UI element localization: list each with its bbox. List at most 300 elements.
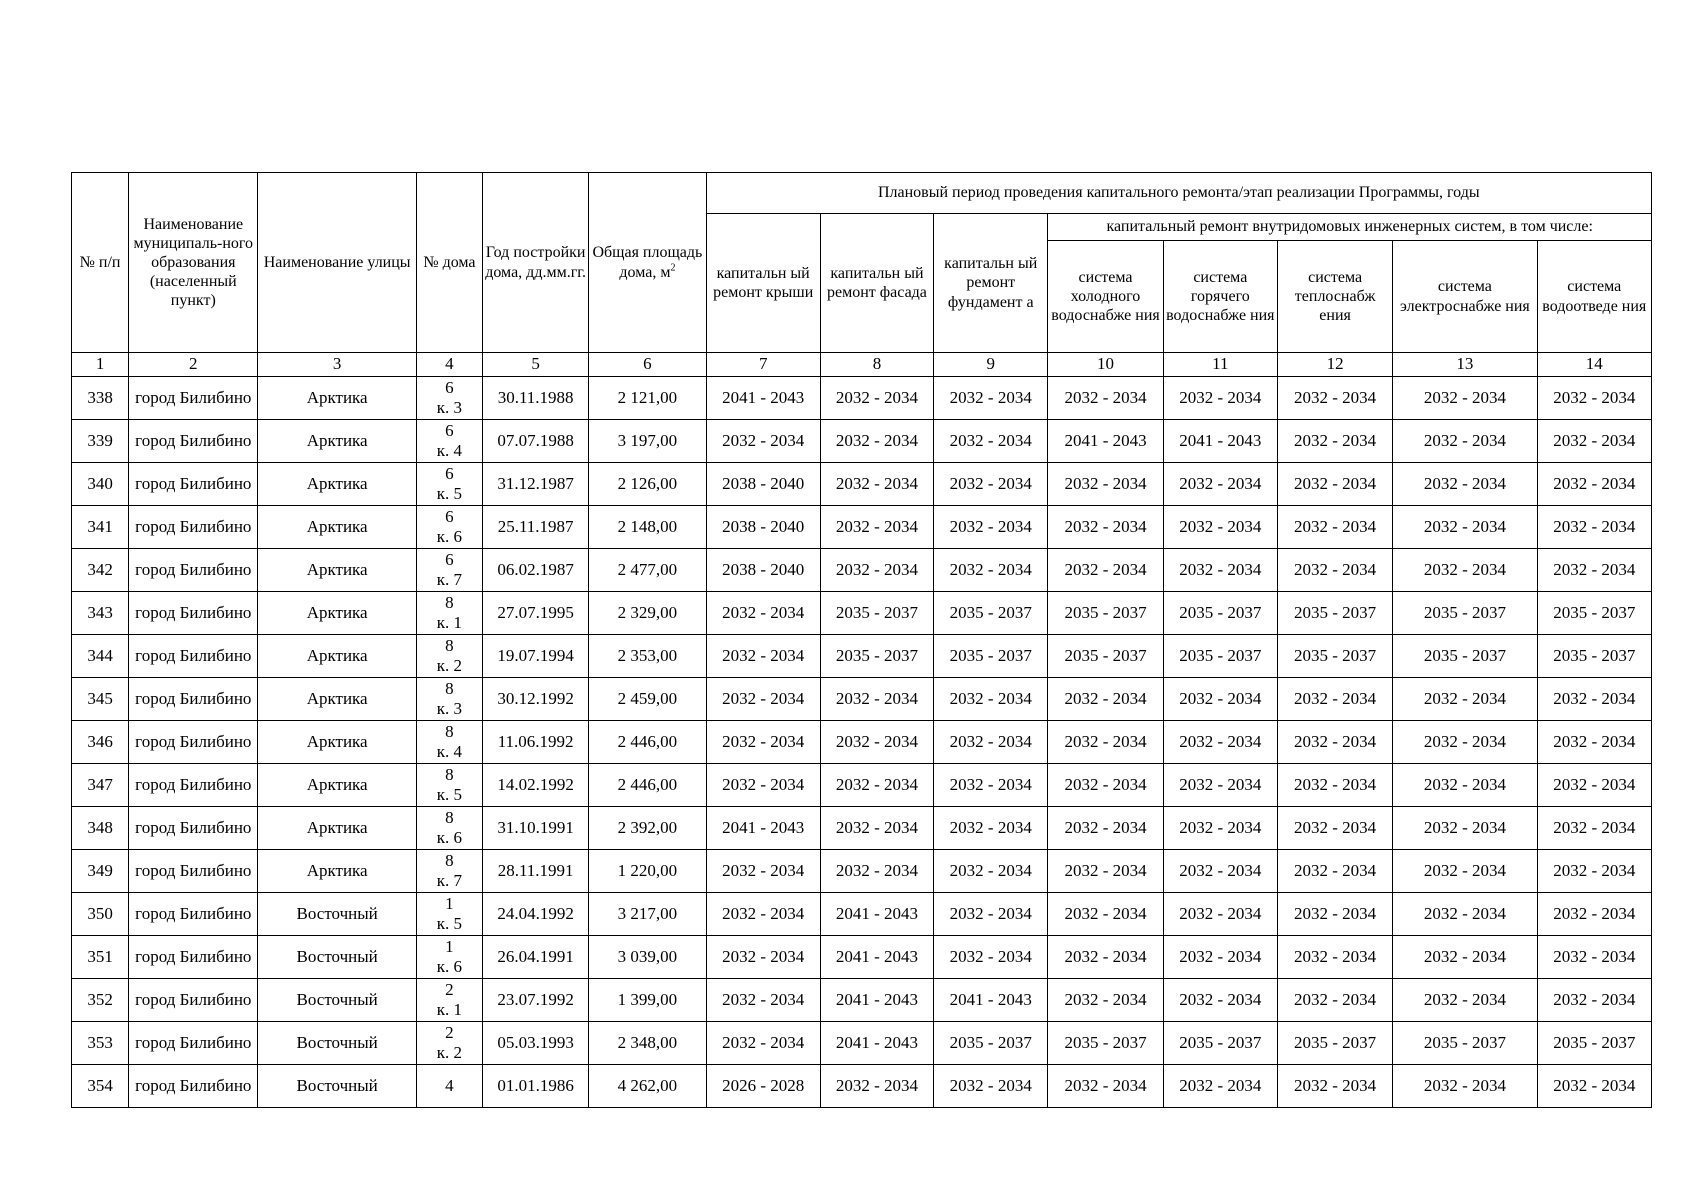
cold-water-cell: 2032 - 2034	[1048, 764, 1163, 807]
facade-cell: 2041 - 2043	[820, 979, 933, 1022]
municipality-cell: город Билибино	[129, 979, 258, 1022]
facade-cell: 2032 - 2034	[820, 764, 933, 807]
electric-cell: 2032 - 2034	[1393, 979, 1537, 1022]
build-date-cell: 31.10.1991	[483, 807, 589, 850]
house-cell	[416, 592, 482, 635]
row-number-cell: 352	[72, 979, 129, 1022]
municipality-cell: город Билибино	[129, 420, 258, 463]
facade-cell: 2032 - 2034	[820, 678, 933, 721]
column-number: 7	[706, 353, 820, 377]
house-number: 8	[445, 678, 454, 698]
cold-water-cell: 2032 - 2034	[1048, 506, 1163, 549]
cold-water-cell: 2035 - 2037	[1048, 1022, 1163, 1065]
street-cell: Арктика	[258, 764, 416, 807]
column-number: 9	[934, 353, 1048, 377]
roof-cell: 2038 - 2040	[706, 506, 820, 549]
municipality-cell: город Билибино	[129, 506, 258, 549]
table-row	[72, 850, 1652, 893]
roof-cell: 2038 - 2040	[706, 463, 820, 506]
house-cell	[416, 678, 482, 721]
municipality-cell: город Билибино	[129, 893, 258, 936]
facade-cell: 2032 - 2034	[820, 420, 933, 463]
house-korpus: к. 5	[436, 785, 463, 804]
area-cell: 2 329,00	[589, 592, 706, 635]
hot-water-cell: 2032 - 2034	[1163, 377, 1277, 420]
area-cell: 2 148,00	[589, 506, 706, 549]
header-facade: капитальн ый ремонт фасада	[820, 214, 933, 353]
table-row	[72, 635, 1652, 678]
sewage-cell: 2035 - 2037	[1537, 635, 1651, 678]
cold-water-cell: 2032 - 2034	[1048, 979, 1163, 1022]
heating-cell: 2032 - 2034	[1277, 678, 1392, 721]
build-date-cell: 26.04.1991	[483, 936, 589, 979]
sewage-cell: 2032 - 2034	[1537, 764, 1651, 807]
column-number: 12	[1277, 353, 1392, 377]
facade-cell: 2032 - 2034	[820, 377, 933, 420]
house-korpus: к. 6	[436, 527, 463, 546]
electric-cell: 2035 - 2037	[1393, 635, 1537, 678]
house-cell	[416, 635, 482, 678]
header-electric: система электроснабже ния	[1393, 241, 1537, 353]
municipality-cell: город Билибино	[129, 592, 258, 635]
house-cell	[416, 807, 482, 850]
facade-cell: 2032 - 2034	[820, 549, 933, 592]
hot-water-cell: 2032 - 2034	[1163, 463, 1277, 506]
street-cell: Арктика	[258, 678, 416, 721]
municipality-cell: город Билибино	[129, 721, 258, 764]
house-cell	[416, 1022, 482, 1065]
area-cell: 2 477,00	[589, 549, 706, 592]
column-number: 3	[258, 353, 416, 377]
hot-water-cell: 2035 - 2037	[1163, 1022, 1277, 1065]
hot-water-cell: 2032 - 2034	[1163, 893, 1277, 936]
build-date-cell: 05.03.1993	[483, 1022, 589, 1065]
house-number: 2	[445, 979, 454, 999]
house-cell	[416, 721, 482, 764]
foundation-cell: 2032 - 2034	[934, 506, 1048, 549]
house-number: 1	[445, 893, 454, 913]
row-number-cell: 344	[72, 635, 129, 678]
house-korpus: к. 2	[436, 1043, 463, 1062]
house-cell	[416, 764, 482, 807]
header-house: № дома	[416, 173, 482, 353]
street-cell: Арктика	[258, 635, 416, 678]
build-date-cell: 31.12.1987	[483, 463, 589, 506]
house-number: 6	[445, 506, 454, 526]
foundation-cell: 2032 - 2034	[934, 549, 1048, 592]
table-row	[72, 936, 1652, 979]
table-row	[72, 678, 1652, 721]
municipality-cell: город Билибино	[129, 635, 258, 678]
cold-water-cell: 2032 - 2034	[1048, 1065, 1163, 1108]
cold-water-cell: 2032 - 2034	[1048, 936, 1163, 979]
house-korpus: к. 3	[436, 398, 463, 417]
table-row	[72, 721, 1652, 764]
row-number-cell: 354	[72, 1065, 129, 1108]
header-area-text: Общая площадь дома, м	[592, 244, 703, 281]
sewage-cell: 2032 - 2034	[1537, 420, 1651, 463]
cold-water-cell: 2041 - 2043	[1048, 420, 1163, 463]
house-cell	[416, 549, 482, 592]
street-cell: Арктика	[258, 377, 416, 420]
house-korpus: к. 1	[436, 1000, 463, 1019]
house-number: 1	[445, 936, 454, 956]
build-date-cell: 30.11.1988	[483, 377, 589, 420]
house-cell	[416, 893, 482, 936]
column-number-row	[72, 353, 1652, 377]
hot-water-cell: 2041 - 2043	[1163, 420, 1277, 463]
build-date-cell: 06.02.1987	[483, 549, 589, 592]
municipality-cell: город Билибино	[129, 678, 258, 721]
sewage-cell: 2032 - 2034	[1537, 721, 1651, 764]
heating-cell: 2032 - 2034	[1277, 850, 1392, 893]
build-date-cell: 28.11.1991	[483, 850, 589, 893]
header-engineering-systems: капитальный ремонт внутридомовых инженерных систем, в том числе:	[1048, 214, 1652, 241]
build-date-cell: 01.01.1986	[483, 1065, 589, 1108]
hot-water-cell: 2035 - 2037	[1163, 592, 1277, 635]
column-number: 1	[72, 353, 129, 377]
heating-cell: 2032 - 2034	[1277, 979, 1392, 1022]
electric-cell: 2032 - 2034	[1393, 893, 1537, 936]
electric-cell: 2035 - 2037	[1393, 1022, 1537, 1065]
roof-cell: 2032 - 2034	[706, 592, 820, 635]
roof-cell: 2032 - 2034	[706, 1022, 820, 1065]
foundation-cell: 2041 - 2043	[934, 979, 1048, 1022]
facade-cell: 2041 - 2043	[820, 1022, 933, 1065]
build-date-cell: 30.12.1992	[483, 678, 589, 721]
electric-cell: 2032 - 2034	[1393, 850, 1537, 893]
street-cell: Восточный	[258, 936, 416, 979]
header-area-sup: 2	[670, 262, 676, 274]
sewage-cell: 2032 - 2034	[1537, 463, 1651, 506]
row-number-cell: 349	[72, 850, 129, 893]
foundation-cell: 2035 - 2037	[934, 635, 1048, 678]
column-number: 14	[1537, 353, 1651, 377]
row-number-cell: 347	[72, 764, 129, 807]
house-cell	[416, 463, 482, 506]
hot-water-cell: 2032 - 2034	[1163, 549, 1277, 592]
municipality-cell: город Билибино	[129, 1022, 258, 1065]
cold-water-cell: 2032 - 2034	[1048, 807, 1163, 850]
municipality-cell: город Билибино	[129, 377, 258, 420]
facade-cell: 2035 - 2037	[820, 635, 933, 678]
foundation-cell: 2032 - 2034	[934, 420, 1048, 463]
sewage-cell: 2032 - 2034	[1537, 1065, 1651, 1108]
foundation-cell: 2032 - 2034	[934, 807, 1048, 850]
header-municipality: Наименование муниципаль-ного образования (населенный пункт)	[129, 173, 258, 353]
heating-cell: 2032 - 2034	[1277, 764, 1392, 807]
row-number-cell: 341	[72, 506, 129, 549]
header-planned-period: Плановый период проведения капитального ремонта/этап реализации Программы, годы	[706, 173, 1651, 214]
roof-cell: 2032 - 2034	[706, 721, 820, 764]
street-cell: Арктика	[258, 850, 416, 893]
house-korpus: к. 4	[436, 441, 463, 460]
roof-cell: 2041 - 2043	[706, 377, 820, 420]
column-number: 5	[483, 353, 589, 377]
facade-cell: 2032 - 2034	[820, 1065, 933, 1108]
house-cell	[416, 850, 482, 893]
facade-cell: 2032 - 2034	[820, 506, 933, 549]
area-cell: 1 399,00	[589, 979, 706, 1022]
heating-cell: 2035 - 2037	[1277, 1022, 1392, 1065]
table-row	[72, 1065, 1652, 1108]
heating-cell: 2035 - 2037	[1277, 592, 1392, 635]
area-cell: 2 392,00	[589, 807, 706, 850]
facade-cell: 2041 - 2043	[820, 936, 933, 979]
hot-water-cell: 2035 - 2037	[1163, 635, 1277, 678]
house-number: 8	[445, 850, 454, 870]
house-korpus: к. 1	[436, 613, 463, 632]
street-cell: Арктика	[258, 549, 416, 592]
area-cell: 3 197,00	[589, 420, 706, 463]
facade-cell: 2032 - 2034	[820, 807, 933, 850]
street-cell: Восточный	[258, 1065, 416, 1108]
roof-cell: 2032 - 2034	[706, 678, 820, 721]
row-number-cell: 343	[72, 592, 129, 635]
row-number-cell: 348	[72, 807, 129, 850]
build-date-cell: 23.07.1992	[483, 979, 589, 1022]
municipality-cell: город Билибино	[129, 549, 258, 592]
municipality-cell: город Билибино	[129, 1065, 258, 1108]
table-row	[72, 463, 1652, 506]
street-cell: Арктика	[258, 721, 416, 764]
municipality-cell: город Билибино	[129, 850, 258, 893]
street-cell: Арктика	[258, 463, 416, 506]
heating-cell: 2032 - 2034	[1277, 936, 1392, 979]
heating-cell: 2032 - 2034	[1277, 807, 1392, 850]
house-korpus: к. 2	[436, 656, 463, 675]
row-number-cell: 340	[72, 463, 129, 506]
row-number-cell: 339	[72, 420, 129, 463]
cold-water-cell: 2032 - 2034	[1048, 721, 1163, 764]
house-number: 4	[445, 1075, 454, 1095]
sewage-cell: 2035 - 2037	[1537, 592, 1651, 635]
header-year: Год постройки дома, дд.мм.гг.	[483, 173, 589, 353]
sewage-cell: 2032 - 2034	[1537, 678, 1651, 721]
row-number-cell: 350	[72, 893, 129, 936]
row-number-cell: 346	[72, 721, 129, 764]
area-cell: 2 459,00	[589, 678, 706, 721]
house-cell	[416, 979, 482, 1022]
street-cell: Восточный	[258, 979, 416, 1022]
column-number: 10	[1048, 353, 1163, 377]
header-foundation: капитальн ый ремонт фундамент а	[934, 214, 1048, 353]
sewage-cell: 2032 - 2034	[1537, 893, 1651, 936]
build-date-cell: 25.11.1987	[483, 506, 589, 549]
house-cell	[416, 377, 482, 420]
foundation-cell: 2032 - 2034	[934, 678, 1048, 721]
header-hot-water: система горячего водоснабже ния	[1163, 241, 1277, 353]
capital-repair-table	[71, 172, 1652, 1108]
build-date-cell: 27.07.1995	[483, 592, 589, 635]
municipality-cell: город Билибино	[129, 764, 258, 807]
municipality-cell: город Билибино	[129, 807, 258, 850]
heating-cell: 2032 - 2034	[1277, 420, 1392, 463]
facade-cell: 2032 - 2034	[820, 721, 933, 764]
street-cell: Восточный	[258, 1022, 416, 1065]
table-row	[72, 893, 1652, 936]
build-date-cell: 19.07.1994	[483, 635, 589, 678]
column-number: 6	[589, 353, 706, 377]
foundation-cell: 2032 - 2034	[934, 463, 1048, 506]
house-number: 8	[445, 721, 454, 741]
municipality-cell: город Билибино	[129, 936, 258, 979]
table-row	[72, 764, 1652, 807]
hot-water-cell: 2032 - 2034	[1163, 506, 1277, 549]
area-cell: 2 446,00	[589, 764, 706, 807]
foundation-cell: 2032 - 2034	[934, 1065, 1048, 1108]
electric-cell: 2032 - 2034	[1393, 377, 1537, 420]
sewage-cell: 2032 - 2034	[1537, 936, 1651, 979]
build-date-cell: 14.02.1992	[483, 764, 589, 807]
area-cell: 2 348,00	[589, 1022, 706, 1065]
column-number: 2	[129, 353, 258, 377]
house-number: 6	[445, 549, 454, 569]
sewage-cell: 2032 - 2034	[1537, 850, 1651, 893]
heating-cell: 2032 - 2034	[1277, 549, 1392, 592]
table-row	[72, 807, 1652, 850]
area-cell: 3 217,00	[589, 893, 706, 936]
table-row	[72, 506, 1652, 549]
sewage-cell: 2032 - 2034	[1537, 807, 1651, 850]
build-date-cell: 07.07.1988	[483, 420, 589, 463]
table-row	[72, 549, 1652, 592]
header-heating: система теплоснабж ения	[1277, 241, 1392, 353]
house-korpus: к. 3	[436, 699, 463, 718]
house-korpus: к. 6	[436, 957, 463, 976]
row-number-cell: 353	[72, 1022, 129, 1065]
heating-cell: 2032 - 2034	[1277, 1065, 1392, 1108]
foundation-cell: 2035 - 2037	[934, 592, 1048, 635]
electric-cell: 2032 - 2034	[1393, 506, 1537, 549]
house-korpus: к. 4	[436, 742, 463, 761]
electric-cell: 2032 - 2034	[1393, 1065, 1537, 1108]
heating-cell: 2035 - 2037	[1277, 635, 1392, 678]
municipality-cell: город Билибино	[129, 463, 258, 506]
electric-cell: 2035 - 2037	[1393, 592, 1537, 635]
roof-cell: 2032 - 2034	[706, 850, 820, 893]
electric-cell: 2032 - 2034	[1393, 764, 1537, 807]
house-cell	[416, 506, 482, 549]
house-number: 8	[445, 764, 454, 784]
house-number: 8	[445, 635, 454, 655]
hot-water-cell: 2032 - 2034	[1163, 807, 1277, 850]
cold-water-cell: 2035 - 2037	[1048, 635, 1163, 678]
heating-cell: 2032 - 2034	[1277, 721, 1392, 764]
build-date-cell: 24.04.1992	[483, 893, 589, 936]
foundation-cell: 2032 - 2034	[934, 936, 1048, 979]
house-korpus: к. 7	[436, 570, 463, 589]
electric-cell: 2032 - 2034	[1393, 549, 1537, 592]
foundation-cell: 2032 - 2034	[934, 377, 1048, 420]
row-number-cell: 338	[72, 377, 129, 420]
cold-water-cell: 2032 - 2034	[1048, 678, 1163, 721]
roof-cell: 2032 - 2034	[706, 764, 820, 807]
sewage-cell: 2032 - 2034	[1537, 506, 1651, 549]
house-cell	[416, 1065, 482, 1108]
foundation-cell: 2032 - 2034	[934, 850, 1048, 893]
house-cell	[416, 936, 482, 979]
electric-cell: 2032 - 2034	[1393, 936, 1537, 979]
heating-cell: 2032 - 2034	[1277, 893, 1392, 936]
area-cell: 1 220,00	[589, 850, 706, 893]
header-cold-water: система холодного водоснабже ния	[1048, 241, 1163, 353]
roof-cell: 2032 - 2034	[706, 936, 820, 979]
column-number: 11	[1163, 353, 1277, 377]
header-roof: капитальн ый ремонт крыши	[706, 214, 820, 353]
house-cell	[416, 420, 482, 463]
heating-cell: 2032 - 2034	[1277, 377, 1392, 420]
roof-cell: 2032 - 2034	[706, 635, 820, 678]
house-number: 8	[445, 807, 454, 827]
house-korpus: к. 5	[436, 484, 463, 503]
column-number: 4	[416, 353, 482, 377]
house-korpus: к. 6	[436, 828, 463, 847]
row-number-cell: 345	[72, 678, 129, 721]
house-number: 6	[445, 377, 454, 397]
header-area	[589, 173, 706, 353]
foundation-cell: 2032 - 2034	[934, 764, 1048, 807]
electric-cell: 2032 - 2034	[1393, 721, 1537, 764]
roof-cell: 2041 - 2043	[706, 807, 820, 850]
table-row	[72, 377, 1652, 420]
foundation-cell: 2035 - 2037	[934, 1022, 1048, 1065]
roof-cell: 2038 - 2040	[706, 549, 820, 592]
foundation-cell: 2032 - 2034	[934, 893, 1048, 936]
hot-water-cell: 2032 - 2034	[1163, 678, 1277, 721]
cold-water-cell: 2032 - 2034	[1048, 850, 1163, 893]
foundation-cell: 2032 - 2034	[934, 721, 1048, 764]
table-row	[72, 979, 1652, 1022]
electric-cell: 2032 - 2034	[1393, 420, 1537, 463]
house-number: 6	[445, 463, 454, 483]
facade-cell: 2041 - 2043	[820, 893, 933, 936]
house-korpus: к. 5	[436, 914, 463, 933]
street-cell: Арктика	[258, 506, 416, 549]
cold-water-cell: 2032 - 2034	[1048, 549, 1163, 592]
table-row	[72, 420, 1652, 463]
table-row	[72, 1022, 1652, 1065]
house-number: 8	[445, 592, 454, 612]
electric-cell: 2032 - 2034	[1393, 807, 1537, 850]
sewage-cell: 2032 - 2034	[1537, 549, 1651, 592]
column-number: 13	[1393, 353, 1537, 377]
electric-cell: 2032 - 2034	[1393, 463, 1537, 506]
roof-cell: 2026 - 2028	[706, 1065, 820, 1108]
street-cell: Арктика	[258, 592, 416, 635]
house-number: 6	[445, 420, 454, 440]
heating-cell: 2032 - 2034	[1277, 506, 1392, 549]
facade-cell: 2032 - 2034	[820, 463, 933, 506]
heating-cell: 2032 - 2034	[1277, 463, 1392, 506]
hot-water-cell: 2032 - 2034	[1163, 1065, 1277, 1108]
area-cell: 2 446,00	[589, 721, 706, 764]
cold-water-cell: 2032 - 2034	[1048, 377, 1163, 420]
hot-water-cell: 2032 - 2034	[1163, 764, 1277, 807]
house-korpus: к. 7	[436, 871, 463, 890]
cold-water-cell: 2032 - 2034	[1048, 893, 1163, 936]
hot-water-cell: 2032 - 2034	[1163, 936, 1277, 979]
sewage-cell: 2032 - 2034	[1537, 377, 1651, 420]
street-cell: Восточный	[258, 893, 416, 936]
roof-cell: 2032 - 2034	[706, 893, 820, 936]
area-cell: 3 039,00	[589, 936, 706, 979]
roof-cell: 2032 - 2034	[706, 420, 820, 463]
area-cell: 2 126,00	[589, 463, 706, 506]
roof-cell: 2032 - 2034	[706, 979, 820, 1022]
cold-water-cell: 2035 - 2037	[1048, 592, 1163, 635]
hot-water-cell: 2032 - 2034	[1163, 850, 1277, 893]
